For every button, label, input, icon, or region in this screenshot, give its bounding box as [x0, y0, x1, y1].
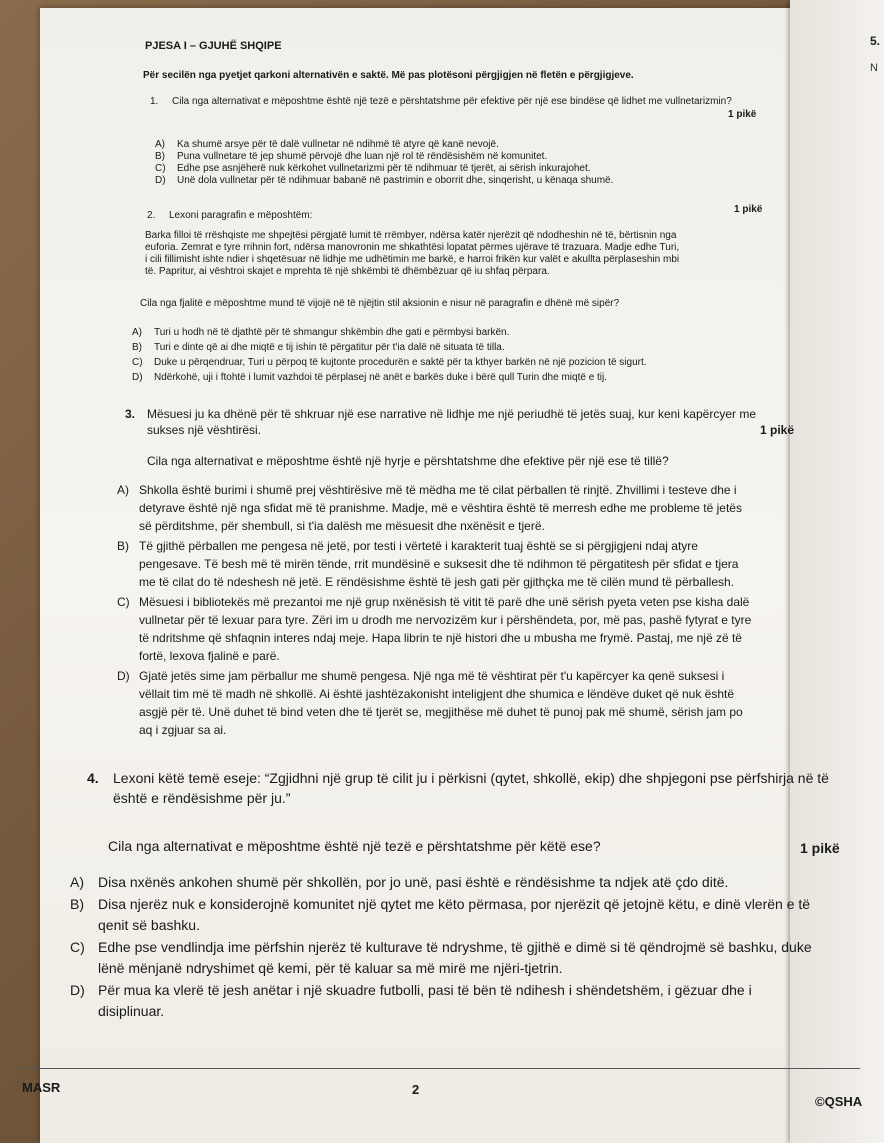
- question-number: 4.: [87, 770, 99, 786]
- page-number: 2: [412, 1082, 420, 1097]
- passage: Barka filloi të rrëshqiste me shpejtësi përgjatë lumit të rrëmbyer, ndërsa katër njerëzit që ndodheshin në të, bërtisnin nga euforia. Zemrat e tyre rrihnin fort, ndërsa manovronin me shkathtësi lopatat përmes ujërave të trazuara. Madje edhe Turi, i cili fillimisht ishte ndier i shqetësuar në lidhje me udhëtimin me barkë, e harroi frikën kur valët e akullta përplaseshin mbi të. Papritur, ai vështroi skajet e mprehta të një shkëmbi të dhëmbëzuar që iu shfaq përpara.: [145, 230, 680, 277]
- option[interactable]: D) Unë dola vullnetar për të ndihmuar babanë në pastrimin e oborrit dhe, sinqerisht, u kënaqa shumë.: [155, 175, 614, 186]
- option[interactable]: A) Ka shumë arsye për të dalë vullnetar në ndihmë të atyre që kanë nevojë.: [155, 139, 499, 150]
- option[interactable]: A) Turi u hodh në të djathtë për të shmangur shkëmbin dhe gati e përmbysi barkën.: [132, 327, 510, 338]
- option[interactable]: C) Edhe pse vendlindja ime përfshin njerëz të kulturave të ndryshme, të gjithë e dimë si të qëndrojmë së bashku, duke lënë mënjanë ndryshimet që kemi, për të kaluar sa më mirë me njëri-tjetrin.: [70, 939, 812, 976]
- q1-options: [155, 139, 715, 187]
- points-label: 1 pikë: [728, 109, 757, 120]
- footer-divider: [20, 1068, 860, 1069]
- q3-prompt: Cila nga alternativat e mëposhtme është një hyrje e përshtatshme dhe efektive për një ese të tillë?: [147, 454, 669, 468]
- option[interactable]: D) Për mua ka vlerë të jesh anëtar i një skuadre futbolli, pasi të bën të ndihesh i shëndetshëm, i gëzuar dhe i disiplinuar.: [70, 982, 752, 1019]
- points-label: 1 pikë: [734, 204, 763, 215]
- next-page-fragment: N: [870, 62, 878, 74]
- question-4: 4. Lexoni këtë temë eseje: “Zgjidhni një grup të cilit ju i përkisni (qytet, shkollë, ekip) dhe shpjegoni pse përfshirja në të është e rëndësishme për ju.”: [87, 770, 829, 806]
- instructions: Për secilën nga pyetjet qarkoni alternativën e saktë. Më pas plotësoni përgjigjen në fletën e përgjigjeve.: [143, 70, 634, 81]
- footer-left-label: MASR: [22, 1080, 61, 1095]
- option[interactable]: D) Ndërkohë, uji i ftohtë i lumit vazhdoi të përplasej në anët e barkës duke i bërë qull Turin dhe miqtë e tij.: [132, 372, 608, 383]
- points-label: 1 pikë: [800, 840, 840, 856]
- option[interactable]: B) Të gjithë përballen me pengesa në jetë, por testi i vërtetë i karakterit tuaj është se si përgjigjeni ndaj atyre pengesave. Të besh më të mirën tënde, rrit mundësinë e suksesit dhe të ndihmon të përgatitesh për sfidat e tjera me të cilat do të ndeshesh në jetë. E rëndësishme është të jesh gati për gjithçka me të cilën mund të përballesh.: [117, 539, 739, 589]
- q2-prompt: Cila nga fjalitë e mëposhtme mund të vijojë në të njëjtin stil aksionin e nisur në paragrafin e dhënë më sipër?: [140, 298, 620, 309]
- question-1: [150, 96, 750, 108]
- q3-options: [117, 481, 807, 739]
- q2-options: [132, 325, 772, 385]
- footer-copyright: ©QSHA: [815, 1094, 863, 1109]
- option[interactable]: B) Disa njerëz nuk e konsiderojnë komunitet një qytet me këto përmasa, por njerëzit që jetojnë këtu, e dinë vlerën e të qenit së bashku.: [70, 896, 811, 933]
- option[interactable]: C) Mësuesi i bibliotekës më prezantoi me një grup nxënësish të vitit të parë dhe unë sërish pyeta veten pse kisha dalë vullnetar për të lexuar para tyre. Zëri im u drodh me nervozizëm kur i përshëndeta, por, më pas, pashë fytyrat e tyre të ndritshme që shfaqnin interes ndaj meje. Hapa librin te një histori dhe u mbusha me frymë. Pastaj, me një zë të fortë, lexova fjalinë e parë.: [117, 595, 752, 663]
- option[interactable]: A) Shkolla është burimi i shumë prej vështirësive më të mëdha me të cilat përballen të rinjtë. Zhvillimi i testeve dhe i detyrave është një nga sfidat më të pranishme. Madje, më e vështira është të merresh edhe me probleme të jetës së përditshme, për shembull, si t'ia dalësh me mësuesit dhe nxënësit e tjerë.: [117, 483, 742, 533]
- option[interactable]: B) Turi e dinte që ai dhe miqtë e tij ishin të përgatitur për t'ia dalë në situata të tilla.: [132, 342, 505, 353]
- option[interactable]: A) Disa nxënës ankohen shumë për shkollën, por jo unë, pasi është e rëndësishme ta ndjek atë çdo ditë.: [70, 874, 729, 890]
- question-text: Cila nga alternativat e mëposhtme është një tezë e përshtatshme për efektive për një ese bindëse që lidhet me vullnetarizmin?: [172, 96, 732, 107]
- question-3: 3. Mësuesi ju ka dhënë për të shkruar një ese narrative në lidhje me një periudhë të jetës suaj, kur keni kapërcyer me sukses një vështirësi.: [125, 407, 756, 437]
- question-text: Lexoni paragrafin e mëposhtëm:: [169, 210, 313, 221]
- points-label: 1 pikë: [760, 423, 795, 437]
- option[interactable]: C) Duke u përqendruar, Turi u përpoq të kujtonte procedurën e saktë për ta kthyer barkën në një pozicion të sigurt.: [132, 357, 647, 368]
- section-header: PJESA I – GJUHË SHQIPE: [145, 40, 282, 52]
- next-page-number: 5.: [869, 34, 880, 48]
- question-number: 1.: [150, 96, 159, 107]
- option[interactable]: B) Puna vullnetare të jep shumë përvojë dhe luan një rol të rëndësishëm në komunitet.: [155, 151, 548, 162]
- question-number: 3.: [125, 407, 136, 421]
- question-2: [147, 210, 312, 222]
- q4-options: [70, 872, 855, 1022]
- option[interactable]: D) Gjatë jetës sime jam përballur me shumë pengesa. Një nga më të vështirat për t'u kapërcyer ka qenë suksesi i vëllait tim më të madh në shkollë. Ai është jashtëzakonisht inteligjent dhe shumica e lëndëve duket që nuk është asgjë për të. Unë duhet të bind veten dhe të tjerët se, megjithëse më duhet të punoj pak më shumë, sërish jam po aq i zgjuar sa ai.: [117, 669, 743, 737]
- q4-prompt: Cila nga alternativat e mëposhtme është një tezë e përshtatshme për këtë ese?: [108, 838, 601, 854]
- question-number: 2.: [147, 210, 156, 221]
- option[interactable]: C) Edhe pse asnjëherë nuk kërkohet vullnetarizmi për të ndihmuar të tjerët, ai sërish inkurajohet.: [155, 163, 591, 174]
